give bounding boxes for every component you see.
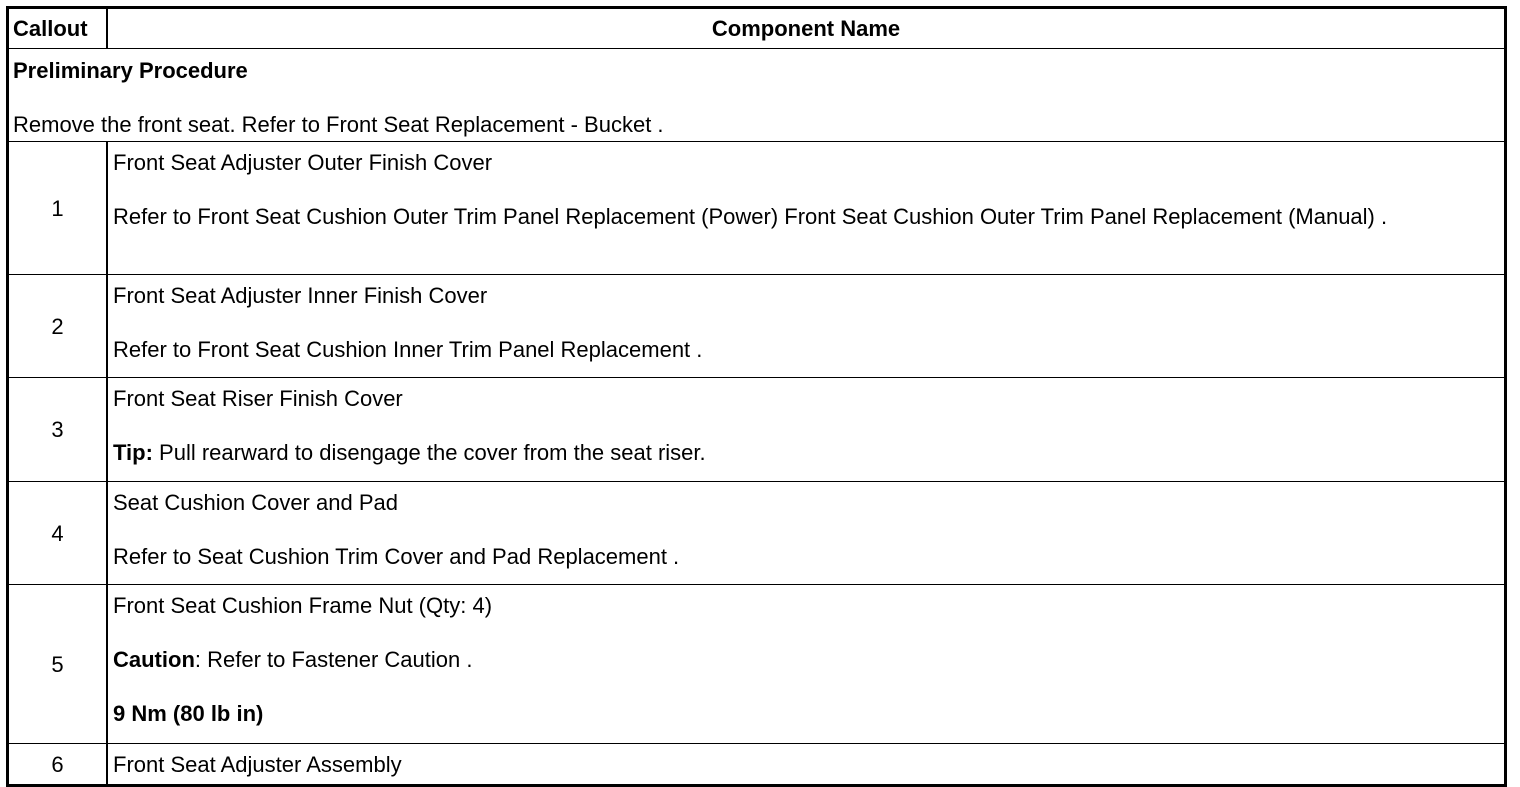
caution-note <box>113 645 1500 674</box>
callout-number: 1 <box>8 142 108 275</box>
preliminary-cell <box>8 49 1506 142</box>
component-cell <box>107 585 1506 744</box>
component-detail: Refer to Front Seat Cushion Inner Trim Panel Replacement . <box>113 337 703 362</box>
header-row <box>8 8 1506 49</box>
callout-number: 2 <box>8 275 108 378</box>
table-row <box>8 744 1506 786</box>
component-cell <box>107 142 1506 275</box>
caution-text: : Refer to Fastener Caution . <box>194 647 473 672</box>
preliminary-text: Remove the front seat. Refer to Front Seat Replacement - Bucket . <box>13 112 664 137</box>
component-name-header: Component Name <box>107 8 1506 49</box>
component-name: Front Seat Riser Finish Cover <box>113 386 403 411</box>
component-cell <box>107 744 1506 786</box>
component-cell <box>107 378 1506 482</box>
preliminary-title: Preliminary Procedure <box>13 58 248 83</box>
tip-note <box>113 438 1500 467</box>
table-row <box>8 142 1506 275</box>
table-row <box>8 482 1506 585</box>
component-name: Front Seat Cushion Frame Nut (Qty: 4) <box>113 593 493 618</box>
table-row <box>8 275 1506 378</box>
component-detail: Refer to Seat Cushion Trim Cover and Pad Replacement . <box>113 544 680 569</box>
component-name: Seat Cushion Cover and Pad <box>113 490 398 515</box>
component-name: Front Seat Adjuster Assembly <box>113 751 402 777</box>
component-cell <box>107 482 1506 585</box>
callout-header: Callout <box>8 8 108 49</box>
callout-number: 6 <box>8 744 108 786</box>
tip-text: Pull rearward to disengage the cover from the seat riser. <box>152 440 706 465</box>
component-detail: Refer to Front Seat Cushion Outer Trim Panel Replacement (Power) Front Seat Cushion Outer Trim Panel Replacement (Manual) . <box>113 204 1388 229</box>
callout-number: 4 <box>8 482 108 585</box>
component-name: Front Seat Adjuster Inner Finish Cover <box>113 283 488 308</box>
callout-number: 5 <box>8 585 108 744</box>
caution-label: Caution <box>113 647 195 672</box>
tip-label: Tip: <box>113 440 153 465</box>
callout-number: 3 <box>8 378 108 482</box>
component-name: Front Seat Adjuster Outer Finish Cover <box>113 150 493 175</box>
component-cell <box>107 275 1506 378</box>
table-row <box>8 378 1506 482</box>
component-table <box>6 6 1507 787</box>
torque-spec: 9 Nm (80 lb in) <box>113 701 264 726</box>
preliminary-row <box>8 49 1506 142</box>
table-row <box>8 585 1506 744</box>
